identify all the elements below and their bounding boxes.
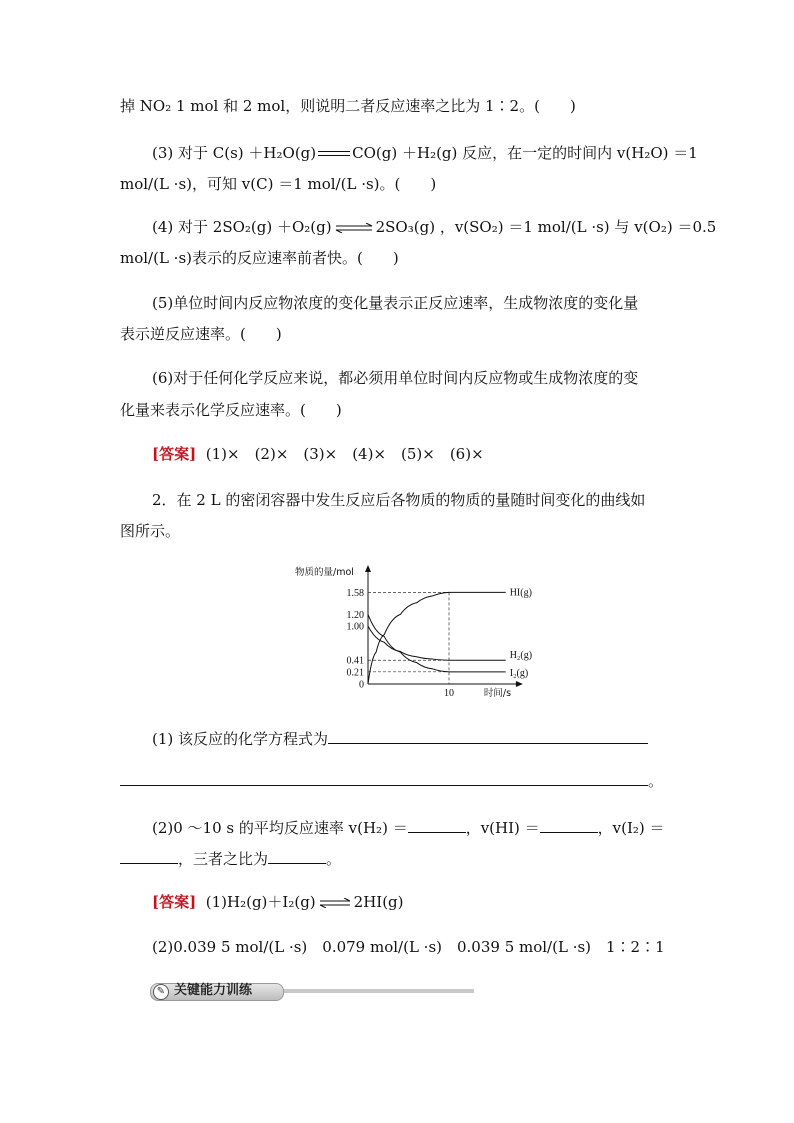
- q2-stem-line1: 2．在 2 L 的密闭容器中发生反应后各物质的物质的量随时间变化的曲线如: [152, 491, 646, 509]
- q2-answer1-part-b: 2HI(g): [353, 893, 404, 911]
- q2-sub2-part-a: (2)0 ～10 s 的平均反应速率 v(H₂) ＝: [152, 819, 408, 837]
- q2-sub2-line2: [120, 849, 341, 869]
- y-tick-label: 1.00: [346, 621, 364, 633]
- q1-item-4-part-a: (4) 对于 2SO₂(g) ＋O₂(g): [152, 218, 332, 236]
- y-tick-label: 1.58: [346, 587, 364, 599]
- equals-sign-icon: [316, 149, 352, 159]
- q2-sub2-end: 。: [326, 850, 342, 868]
- q2-answer-line2: (2)0.039 5 mol/(L ·s) 0.079 mol/(L ·s) 0.039 5 mol/(L ·s) 1∶2∶1: [152, 938, 665, 956]
- rate-h2-blank[interactable]: [408, 818, 466, 833]
- y-tick-label: 0: [359, 679, 364, 691]
- q2-sub2-part-b: ，v(HI) ＝: [465, 819, 540, 837]
- q1-item-6-line1: (6)对于任何化学反应来说，都必须用单位时间内反应物或生成物浓度的变: [152, 369, 639, 387]
- answer-tag: [答案]: [152, 445, 197, 463]
- q2-sub1-line2: [120, 771, 663, 791]
- series-label-1: H₂(g): [509, 650, 533, 662]
- q2-sub2-line1: [152, 818, 665, 838]
- reversible-arrow-icon: [318, 898, 352, 908]
- q1-item-4: [152, 217, 716, 237]
- series-label-2: I₂(g): [509, 667, 529, 679]
- q2-sub1-end: 。: [648, 772, 664, 790]
- reversible-arrow-icon: [334, 223, 374, 233]
- answer-tag: [答案]: [152, 893, 197, 911]
- ratio-blank[interactable]: [268, 849, 326, 864]
- x-tick-label: 10: [444, 688, 454, 699]
- q1-item-5-line2: 表示逆反应速率。( ): [120, 325, 282, 343]
- q2-stem-line2: 图所示。: [120, 522, 181, 540]
- q1-item-6-line2: 化量来表示化学反应速率。( ): [120, 401, 342, 419]
- y-axis-label: 物质的量/mol: [295, 567, 354, 578]
- q1-item-3: [152, 143, 698, 163]
- section-banner-title: 关键能力训练: [174, 983, 253, 998]
- q1-item-4-line2: mol/(L ·s)表示的反应速率前者快。( ): [120, 249, 399, 267]
- banner-rule: [278, 989, 474, 993]
- equation-blank-1[interactable]: [328, 729, 648, 744]
- y-tick-label: 0.41: [346, 655, 364, 667]
- q1-item-3-part-b: CO(g) ＋H₂(g) 反应，在一定的时间内 v(H₂O) ＝1: [352, 144, 698, 162]
- q1-answer-text: (1)× (2)× (3)× (4)× (5)× (6)×: [205, 445, 484, 463]
- q1-item-3-line2: mol/(L ·s)，可知 v(C) ＝1 mol/(L ·s)。( ): [120, 175, 437, 193]
- q2-sub2-mid: ，三者之比为: [178, 850, 269, 868]
- q2-sub1-prefix: (1) 该反应的化学方程式为: [152, 730, 329, 748]
- q1-item-3-part-a: (3) 对于 C(s) ＋H₂O(g): [152, 144, 317, 162]
- q2-sub2-part-c: ，v(I₂) ＝: [597, 819, 665, 837]
- rate-i2-blank[interactable]: [120, 849, 178, 864]
- series-line-2: [368, 614, 506, 671]
- equation-blank-2[interactable]: [120, 771, 648, 786]
- pencil-icon: ✎: [153, 984, 169, 1000]
- q1-answer: [152, 444, 484, 464]
- q2-sub1-line1: [152, 729, 648, 749]
- amount-vs-time-chart: [290, 563, 540, 703]
- y-axis-arrow-icon: [365, 565, 371, 572]
- rate-hi-blank[interactable]: [540, 818, 598, 833]
- q1-item-5-line1: (5)单位时间内反应物浓度的变化量表示正反应速率，生成物浓度的变化量: [152, 294, 639, 312]
- q2-answer1-part-a: (1)H₂(g)＋I₂(g): [205, 893, 316, 911]
- series-label-0: HI(g): [509, 587, 532, 599]
- x-axis-label: 时间/s: [483, 688, 512, 699]
- q2-answer-line1: [152, 892, 404, 912]
- q1-item-4-part-b: 2SO₃(g) ，v(SO₂) ＝1 mol/(L ·s) 与 v(O₂) ＝0.5: [375, 218, 717, 236]
- y-tick-label: 0.21: [346, 667, 364, 679]
- section-banner: [150, 980, 475, 1000]
- y-tick-label: 1.20: [346, 609, 364, 621]
- x-axis-arrow-icon: [516, 681, 523, 687]
- q1-continued-line: 掉 NO₂ 1 mol 和 2 mol，则说明二者反应速率之比为 1∶2。( ): [120, 97, 576, 115]
